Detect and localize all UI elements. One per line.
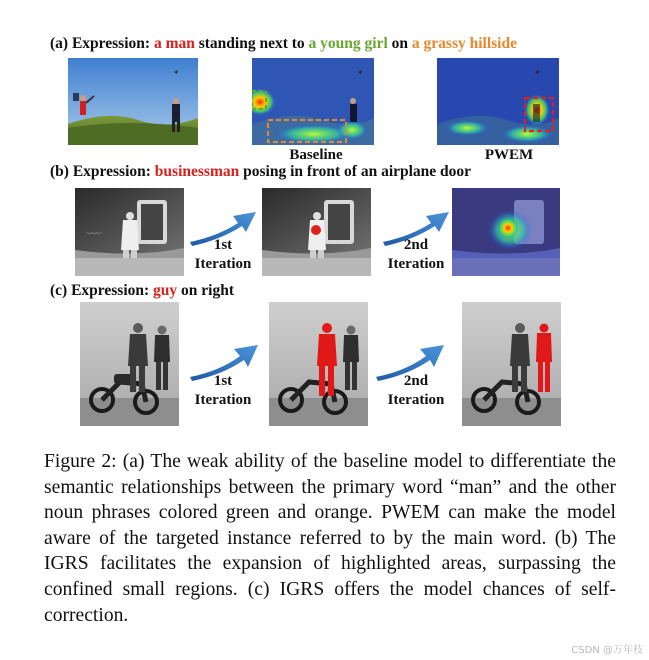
panel-c-marker: (c) (50, 282, 68, 299)
figure-caption: Figure 2: (a) The weak ability of the baseline model to differentiate the semantic relationships between the primary word “man” and the other noun phrases colored green and orange. PWEM can make the model aware of the targeted instance referred to by the main word. (b) The IGRS facilitates the expansion of highlighted areas, surpassing the confined small regions. (c) IGRS offers the model chances of self-correction. (44, 451, 616, 626)
svg-text:‿‿‿: ‿‿‿ (87, 227, 102, 234)
baseline-heatmap-image (252, 58, 374, 145)
input-image-airplane (75, 188, 184, 276)
panel-b-marker: (b) (50, 163, 69, 180)
panel-a-heading: (a) Expression: a man standing next to a young girl on a grassy hillside (50, 35, 517, 52)
input-image-hillside (68, 58, 198, 145)
label-1st-iteration-c: 1st Iteration (194, 373, 252, 408)
panel-a-marker: (a) (50, 35, 69, 52)
phrase-young-girl: a young girl (308, 35, 388, 52)
first-iteration-mask-motorcycle (269, 302, 368, 426)
second-iteration-heatmap-airplane (452, 188, 560, 276)
phrase-businessman: businessman (154, 163, 240, 180)
panel-c-heading: (c) Expression: guy on right (50, 282, 235, 299)
expression-label: Expression (71, 35, 145, 52)
pwem-heatmap-image (437, 58, 559, 145)
label-1st-iteration-b: 1st Iteration (194, 237, 252, 272)
label-2nd-iteration-b: 2nd Iteration (387, 237, 445, 272)
phrase-guy: guy (153, 282, 178, 299)
watermark: CSDN @万年枝 (571, 645, 643, 656)
phrase-grassy-hillside: a grassy hillside (411, 35, 517, 52)
label-pwem: PWEM (484, 147, 534, 163)
panel-b-heading: (b) Expression: businessman posing in front of an airplane door (50, 163, 472, 180)
label-baseline: Baseline (289, 147, 343, 163)
label-2nd-iteration-c: 2nd Iteration (387, 373, 445, 408)
input-image-motorcycle (80, 302, 179, 426)
phrase-a-man: a man (153, 35, 195, 52)
first-iteration-image-airplane (262, 188, 371, 276)
second-iteration-mask-motorcycle (462, 302, 561, 426)
